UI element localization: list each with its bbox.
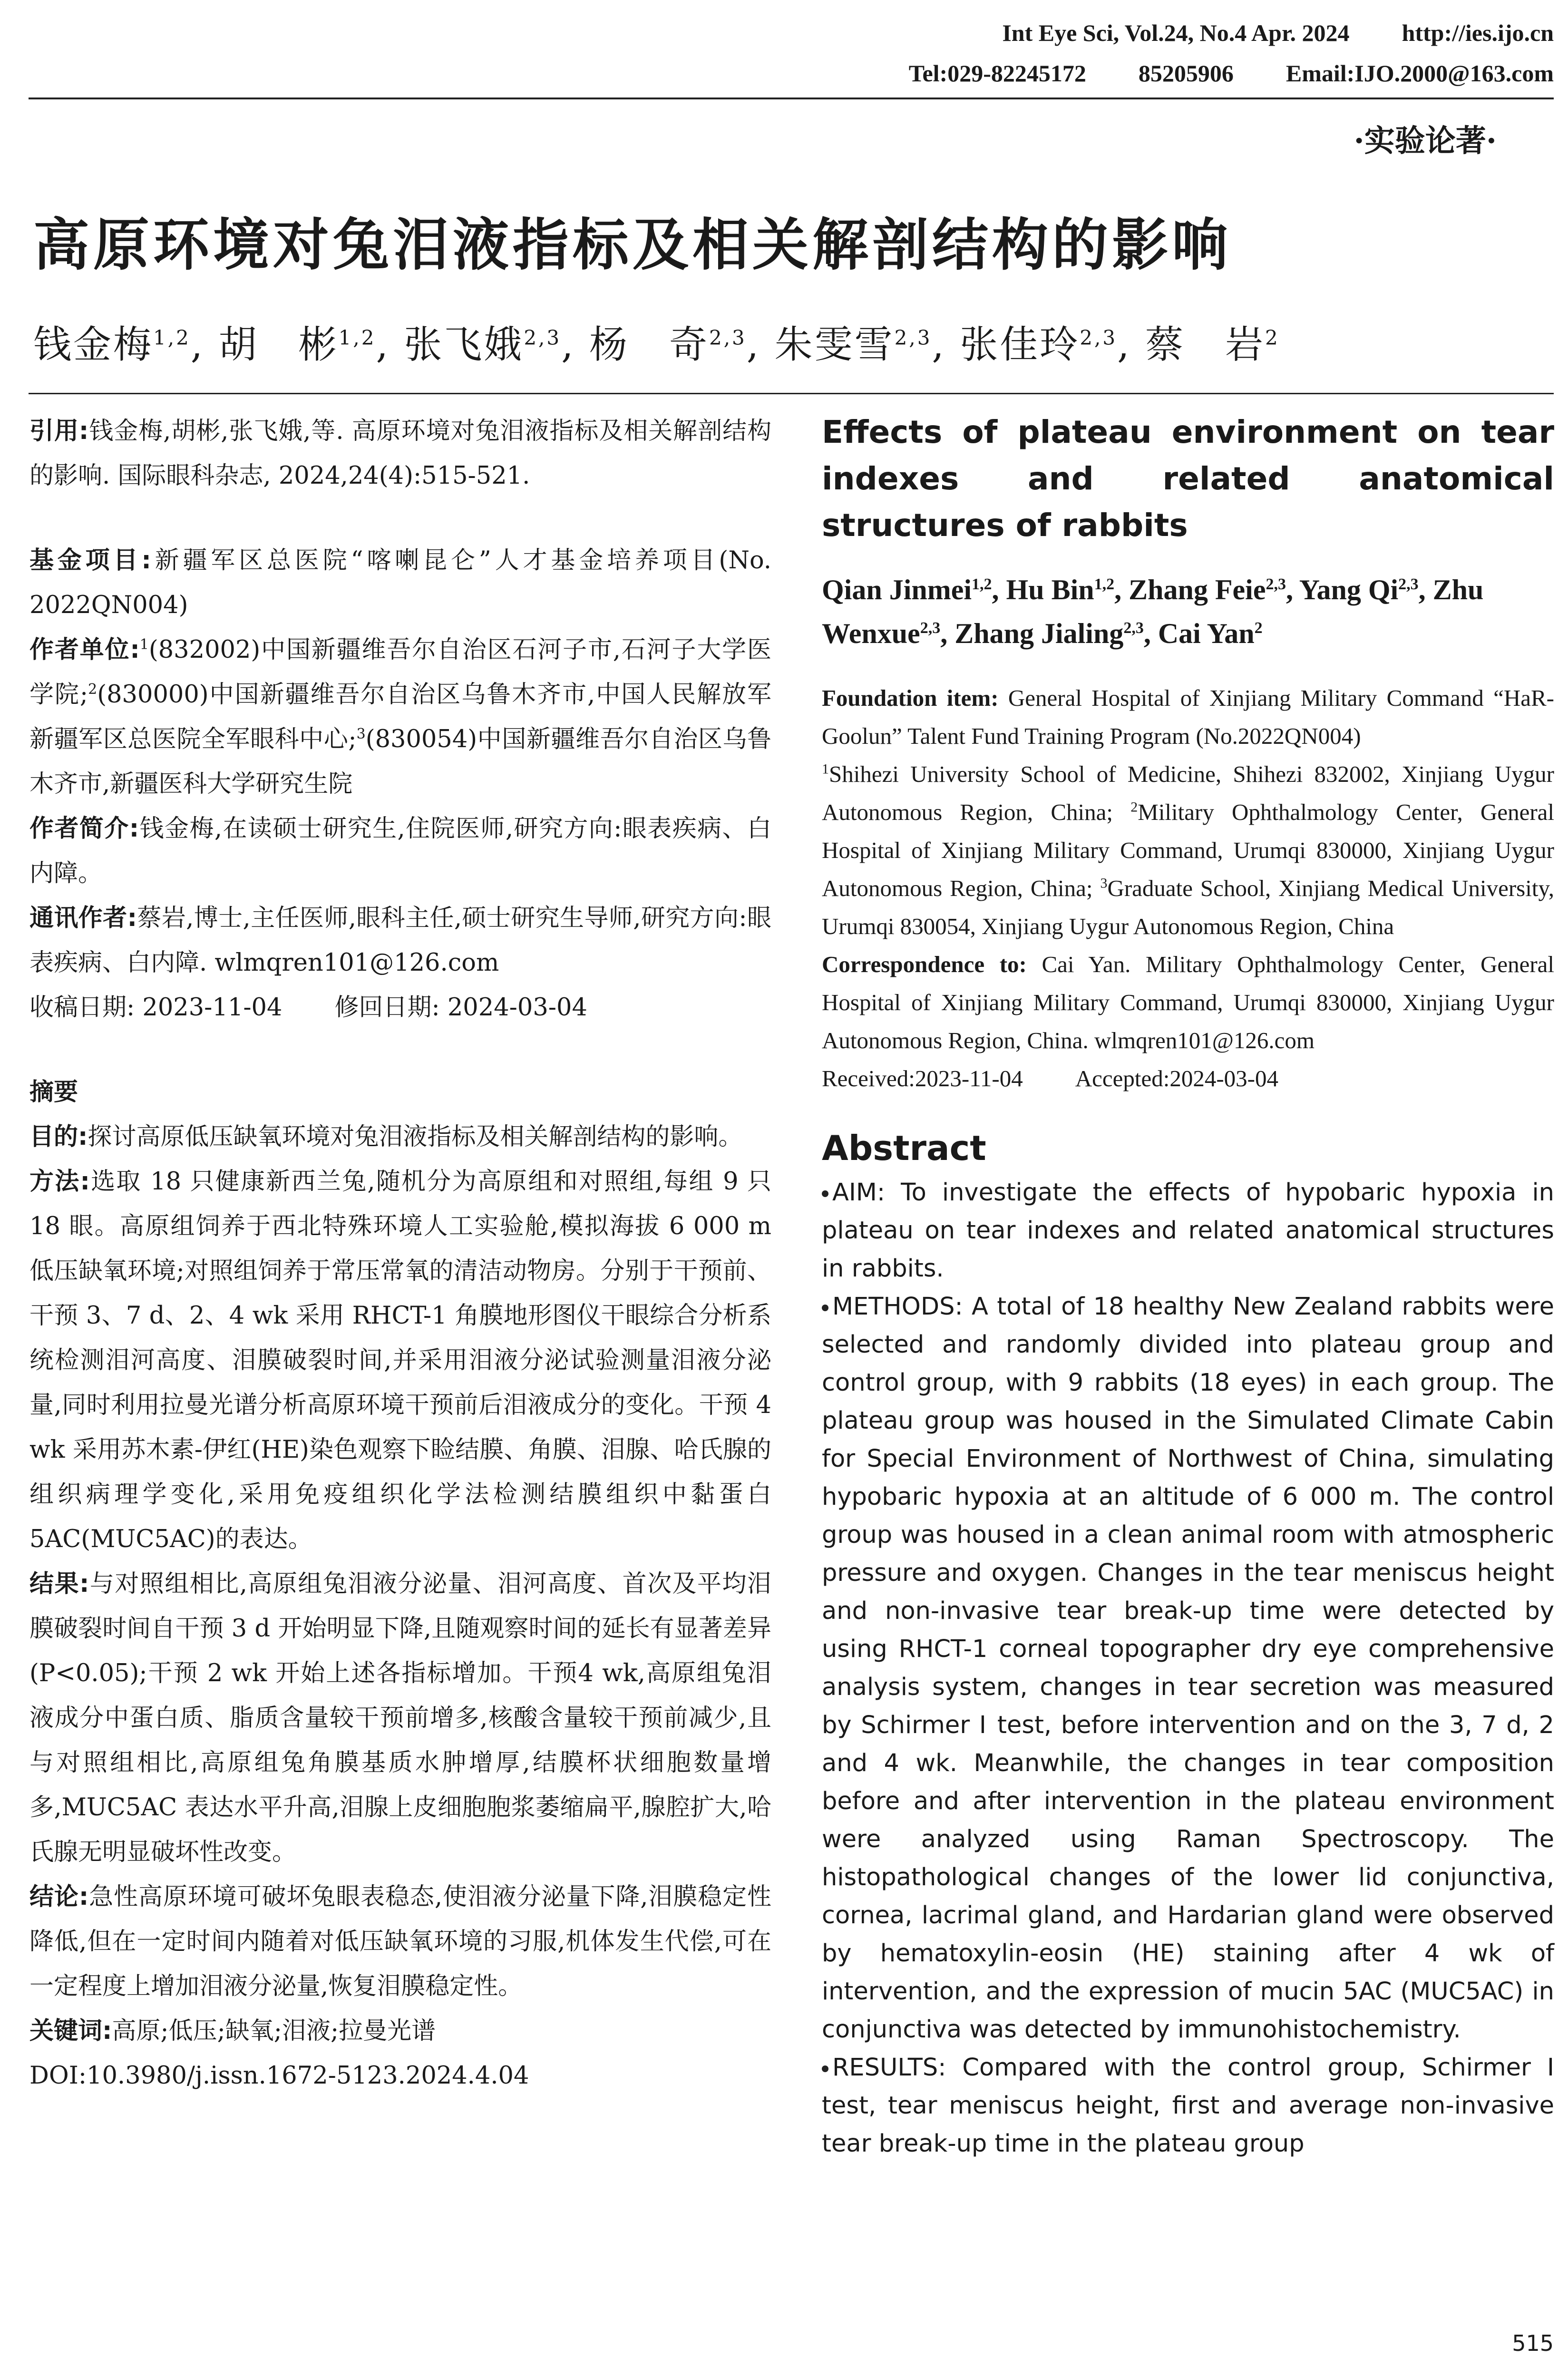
journal-url[interactable]: http://ies.ijo.cn	[1402, 19, 1554, 46]
bullet-icon	[822, 1190, 828, 1197]
abstract-heading-cn	[29, 1070, 771, 1115]
received-date-en: Received:2023-11-04	[822, 1065, 1023, 1091]
conclusion-label: 结论:	[29, 1883, 89, 1911]
author-sup: 2,3	[709, 326, 747, 350]
unit-block	[29, 628, 771, 807]
keywords-label: 关键词:	[29, 2017, 112, 2045]
author-en: Qian Jinmei	[822, 574, 972, 605]
bullet-icon	[822, 1305, 828, 1311]
foundation-block	[822, 679, 1554, 755]
methods-en-text: METHODS: A total of 18 healthy New Zealand rabbits were selected and randomly divided into plateau group and control group, with 9 rabbits (18 eyes) in each group. The plateau group was housed in the Simulated Climate Cabin for Special Environment of Northwest of China, simulating hypobaric hypoxia at an altitude of 6 000 m. The control group was housed in a clean animal room with atmospheric pressure and oxygen. Changes in the tear meniscus height and non-invasive tear break-up time were detected by using RHCT-1 corneal topographer dry eye comprehensive analysis system, changes in tear secretion was measured by Schirmer Ⅰ test, before intervention and on the 3, 7 d, 2 and 4 wk. Meanwhile, the changes in tear composition before and after intervention in the plateau environment were analyzed using Raman Spectroscopy. The histopathological changes of the lower lid conjunctiva, cornea, lacrimal gland, and Hardarian gland were observed by hematoxylin-eosin (HE) staining after 4 wk of intervention, and the expression of mucin 5AC (MUC5AC) in conjunctiva was detected by immunohistochemistry.	[822, 1293, 1554, 2044]
author-sup: 2,3	[524, 326, 562, 350]
abstract-heading-en: Abstract	[822, 1128, 986, 1168]
doi-text[interactable]: DOI:10.3980/j.issn.1672-5123.2024.4.04	[29, 2062, 529, 2090]
unit-label: 作者单位:	[29, 636, 140, 664]
aim-label: 目的:	[29, 1123, 88, 1151]
results-block	[29, 1562, 771, 1875]
methods-en	[822, 1288, 1554, 2049]
methods-text: 选取 18 只健康新西兰兔,随机分为高原组和对照组,每组 9 只 18 眼。高原组饲养于西北特殊环境人工实验舱,模拟海拔 6 000 m 低压缺氧环境;对照组饲养于常压常氧的清洁动物房。分别于干预前、干预 3、7 d、2、4 wk 采用 RHCT-1 角膜地形图仪干眼综合分析系统检测泪河高度、泪膜破裂时间,并采用泪液分泌试验测量泪液分泌量,同时利用拉曼光谱分析高原环境干预前后泪液成分的变化。干预 4 wk 采用苏木素-伊红(HE)染色观察下睑结膜、角膜、泪腺、哈氏腺的组织病理学变化,采用免疫组织化学法检测结膜组织中黏蛋白 5AC(MUC5AC)的表达。	[29, 1168, 771, 1553]
author-sup: 1,2	[153, 326, 191, 350]
author-sup: 2,3	[920, 619, 941, 637]
left-column	[29, 409, 771, 2098]
bio-block	[29, 807, 771, 896]
right-column	[822, 409, 1554, 2163]
author-cn: 胡 彬	[218, 322, 339, 367]
aim-en	[822, 1174, 1554, 1288]
keywords-text: 高原;低压;缺氧;泪液;拉曼光谱	[112, 2017, 436, 2045]
aff-text: Graduate School, Xinjiang Medical University, Urumqi 830054, Xinjiang Uygur Autonomous Region, China	[822, 875, 1555, 939]
aff-sup: 1	[822, 761, 829, 777]
journal-header-line1	[950, 19, 1554, 47]
journal-email[interactable]: Email:IJO.2000@163.com	[1286, 60, 1554, 87]
corr-text: 蔡岩,博士,主任医师,眼科主任,硕士研究生导师,研究方向:眼表疾病、白内障. wlmqren101@126.com	[29, 904, 771, 977]
author-en: Cai Yan	[1158, 618, 1255, 649]
revised-date: 修回日期: 2024-03-04	[334, 994, 587, 1022]
unit-text: (830000)中国新疆维吾尔自治区乌鲁木齐市,中国人民解放军新疆军区总医院全军眼科中心;	[29, 681, 771, 753]
journal-header-line2	[857, 59, 1554, 87]
article-title-en: Effects of plateau environment on tear indexes and related anatomical structures of rabbits	[822, 414, 1554, 544]
conclusion-text: 急性高原环境可破坏兔眼表稳态,使泪液分泌量下降,泪膜稳定性降低,但在一定时间内随着对低压缺氧环境的习服,机体发生代偿,可在一定程度上增加泪液分泌量,恢复泪膜稳定性。	[29, 1883, 771, 2000]
cite-label: 引用:	[29, 417, 89, 445]
author-cn: 钱金梅	[33, 322, 153, 367]
doi-block	[29, 2054, 771, 2098]
journal-tel2: 85205906	[1138, 60, 1234, 87]
author-en: Zhang Jialing	[954, 618, 1124, 649]
foundation-text: General Hospital of Xinjiang Military Command “HaR-Goolun” Talent Fund Training Program (No.2022QN004)	[822, 685, 1554, 749]
author-sup: 2,3	[1080, 326, 1118, 350]
title-rule	[29, 393, 1554, 394]
author-en: Zhu Wenxue	[822, 574, 1484, 649]
aff-sup: 2	[1130, 799, 1138, 815]
unit-sup: 3	[356, 726, 366, 742]
author-en: Yang Qi	[1299, 574, 1399, 605]
results-text: 与对照组相比,高原组兔泪液分泌量、泪河高度、首次及平均泪膜破裂时间自干预 3 d 开始明显下降,且随观察时间的延长有显著差异(P<0.05);干预 2 wk 开始上述各指标增加。干预4 wk,高原组兔泪液成分中蛋白质、脂质含量较干预前增多,核酸含量较干预前减少,且与对照组相比,高原组兔角膜基质水肿增厚,结膜杯状细胞数量增多,MUC5AC 表达水平升高,泪腺上皮细胞胞浆萎缩扁平,腺腔扩大,哈氏腺无明显破坏性改变。	[29, 1570, 771, 1866]
affiliation-block	[822, 755, 1554, 945]
author-cn: 张佳玲	[960, 322, 1080, 367]
aim-block	[29, 1115, 771, 1159]
article-category: ·实验论著·	[1354, 123, 1497, 159]
author-sup: 2	[1265, 326, 1280, 350]
dates-block	[29, 985, 771, 1030]
unit-text: (832002)中国新疆维吾尔自治区石河子市,石河子大学医学院;	[29, 636, 771, 709]
author-sup: 2,3	[1123, 619, 1144, 637]
correspondence-block	[822, 945, 1554, 1060]
foundation-label: Foundation item:	[822, 685, 999, 711]
bio-label: 作者简介:	[29, 815, 139, 843]
author-cn: 朱雯雪	[774, 322, 895, 367]
page-number: 515	[1512, 2330, 1554, 2356]
author-list-cn: 钱金梅$^{1,2}$, 胡 彬$^{1,2}$, 张飞娥$^{2,3}$, 杨 奇$^{2,3}$, 朱雯雪$^{2,3}$, 张佳玲$^{2,3}$, 蔡 岩$^2$	[33, 322, 1280, 367]
dates-block-en	[822, 1060, 1554, 1098]
bullet-icon	[822, 2065, 828, 2072]
unit-text: (830054)中国新疆维吾尔自治区乌鲁木齐市,新疆医科大学研究生院	[29, 725, 772, 798]
author-cn: 张飞娥	[404, 322, 524, 367]
author-sup: 2,3	[894, 326, 932, 350]
results-label: 结果:	[29, 1570, 89, 1598]
methods-block	[29, 1159, 771, 1562]
fund-block	[29, 538, 771, 628]
received-date: 收稿日期: 2023-11-04	[29, 994, 282, 1022]
keywords-block	[29, 2009, 771, 2054]
bio-text: 钱金梅,在读硕士研究生,住院医师,研究方向:眼表疾病、白内障。	[29, 815, 771, 887]
fund-text: 新疆军区总医院“喀喇昆仑”人才基金培养项目(No. 2022QN004)	[29, 546, 771, 619]
conclusion-block	[29, 1875, 771, 2009]
abstract-heading-text: 摘要	[29, 1078, 78, 1106]
methods-label: 方法:	[29, 1168, 90, 1196]
correspondence-label: Correspondence to:	[822, 951, 1027, 977]
aff-text: Military Ophthalmology Center, General Hospital of Xinjiang Military Command, Urumqi 830000, Xinjiang Uygur Autonomous Region, China;	[822, 799, 1554, 901]
accepted-date-en: Accepted:2024-03-04	[1075, 1065, 1278, 1091]
author-sup: 2,3	[1266, 575, 1286, 593]
journal-tel: Tel:029-82245172	[908, 60, 1086, 87]
aff-text: Shihezi University School of Medicine, Shihezi 832002, Xinjiang Uygur Autonomous Region, China;	[822, 761, 1554, 825]
results-en	[822, 2049, 1554, 2163]
author-cn: 蔡 岩	[1145, 322, 1265, 367]
author-cn: 杨 奇	[589, 322, 709, 367]
aim-en-text: AIM: To investigate the effects of hypobaric hypoxia in plateau on tear indexes and related anatomical structures in rabbits.	[822, 1179, 1554, 1283]
fund-label: 基金项目:	[29, 546, 151, 575]
author-sup: 2	[1254, 619, 1263, 637]
header-rule	[29, 97, 1554, 99]
author-list-en: Qian Jinmei$^{1,2}$, Hu Bin$^{1,2}$, Zhang Feie$^{2,3}$, Yang Qi$^{2,3}$, Zhu Wenxue$^{2,3}$, Zhang Jialing$^{2,3}$, Cai Yan$^2$	[822, 574, 1484, 649]
author-sup: 1,2	[338, 326, 376, 350]
results-en-text: RESULTS: Compared with the control group, Schirmer Ⅰ test, tear meniscus height, first and average non-invasive tear break-up time in the plateau group	[822, 2054, 1554, 2158]
cite-text: 钱金梅,胡彬,张飞娥,等. 高原环境对兔泪液指标及相关解剖结构的影响. 国际眼科杂志, 2024,24(4):515-521.	[29, 417, 771, 490]
article-title-cn: 高原环境对兔泪液指标及相关解剖结构的影响	[33, 212, 1232, 278]
correspondence-text: Cai Yan. Military Ophthalmology Center, General Hospital of Xinjiang Military Command, Urumqi 830000, Xinjiang Uygur Autonomous Region, China. wlmqren101@126.com	[822, 951, 1555, 1053]
unit-sup: 1	[139, 636, 149, 653]
corr-block	[29, 896, 771, 985]
author-sup: 2,3	[1398, 575, 1419, 593]
unit-sup: 2	[88, 681, 97, 698]
corr-label: 通讯作者:	[29, 904, 137, 932]
author-en: Hu Bin	[1006, 574, 1094, 605]
citation-block	[29, 409, 771, 498]
author-en: Zhang Feie	[1129, 574, 1266, 605]
author-sup: 1,2	[1094, 575, 1115, 593]
aff-sup: 3	[1100, 875, 1108, 891]
journal-citation: Int Eye Sci, Vol.24, No.4 Apr. 2024	[1002, 19, 1350, 46]
aim-text: 探讨高原低压缺氧环境对兔泪液指标及相关解剖结构的影响。	[88, 1123, 743, 1151]
author-sup: 1,2	[972, 575, 992, 593]
